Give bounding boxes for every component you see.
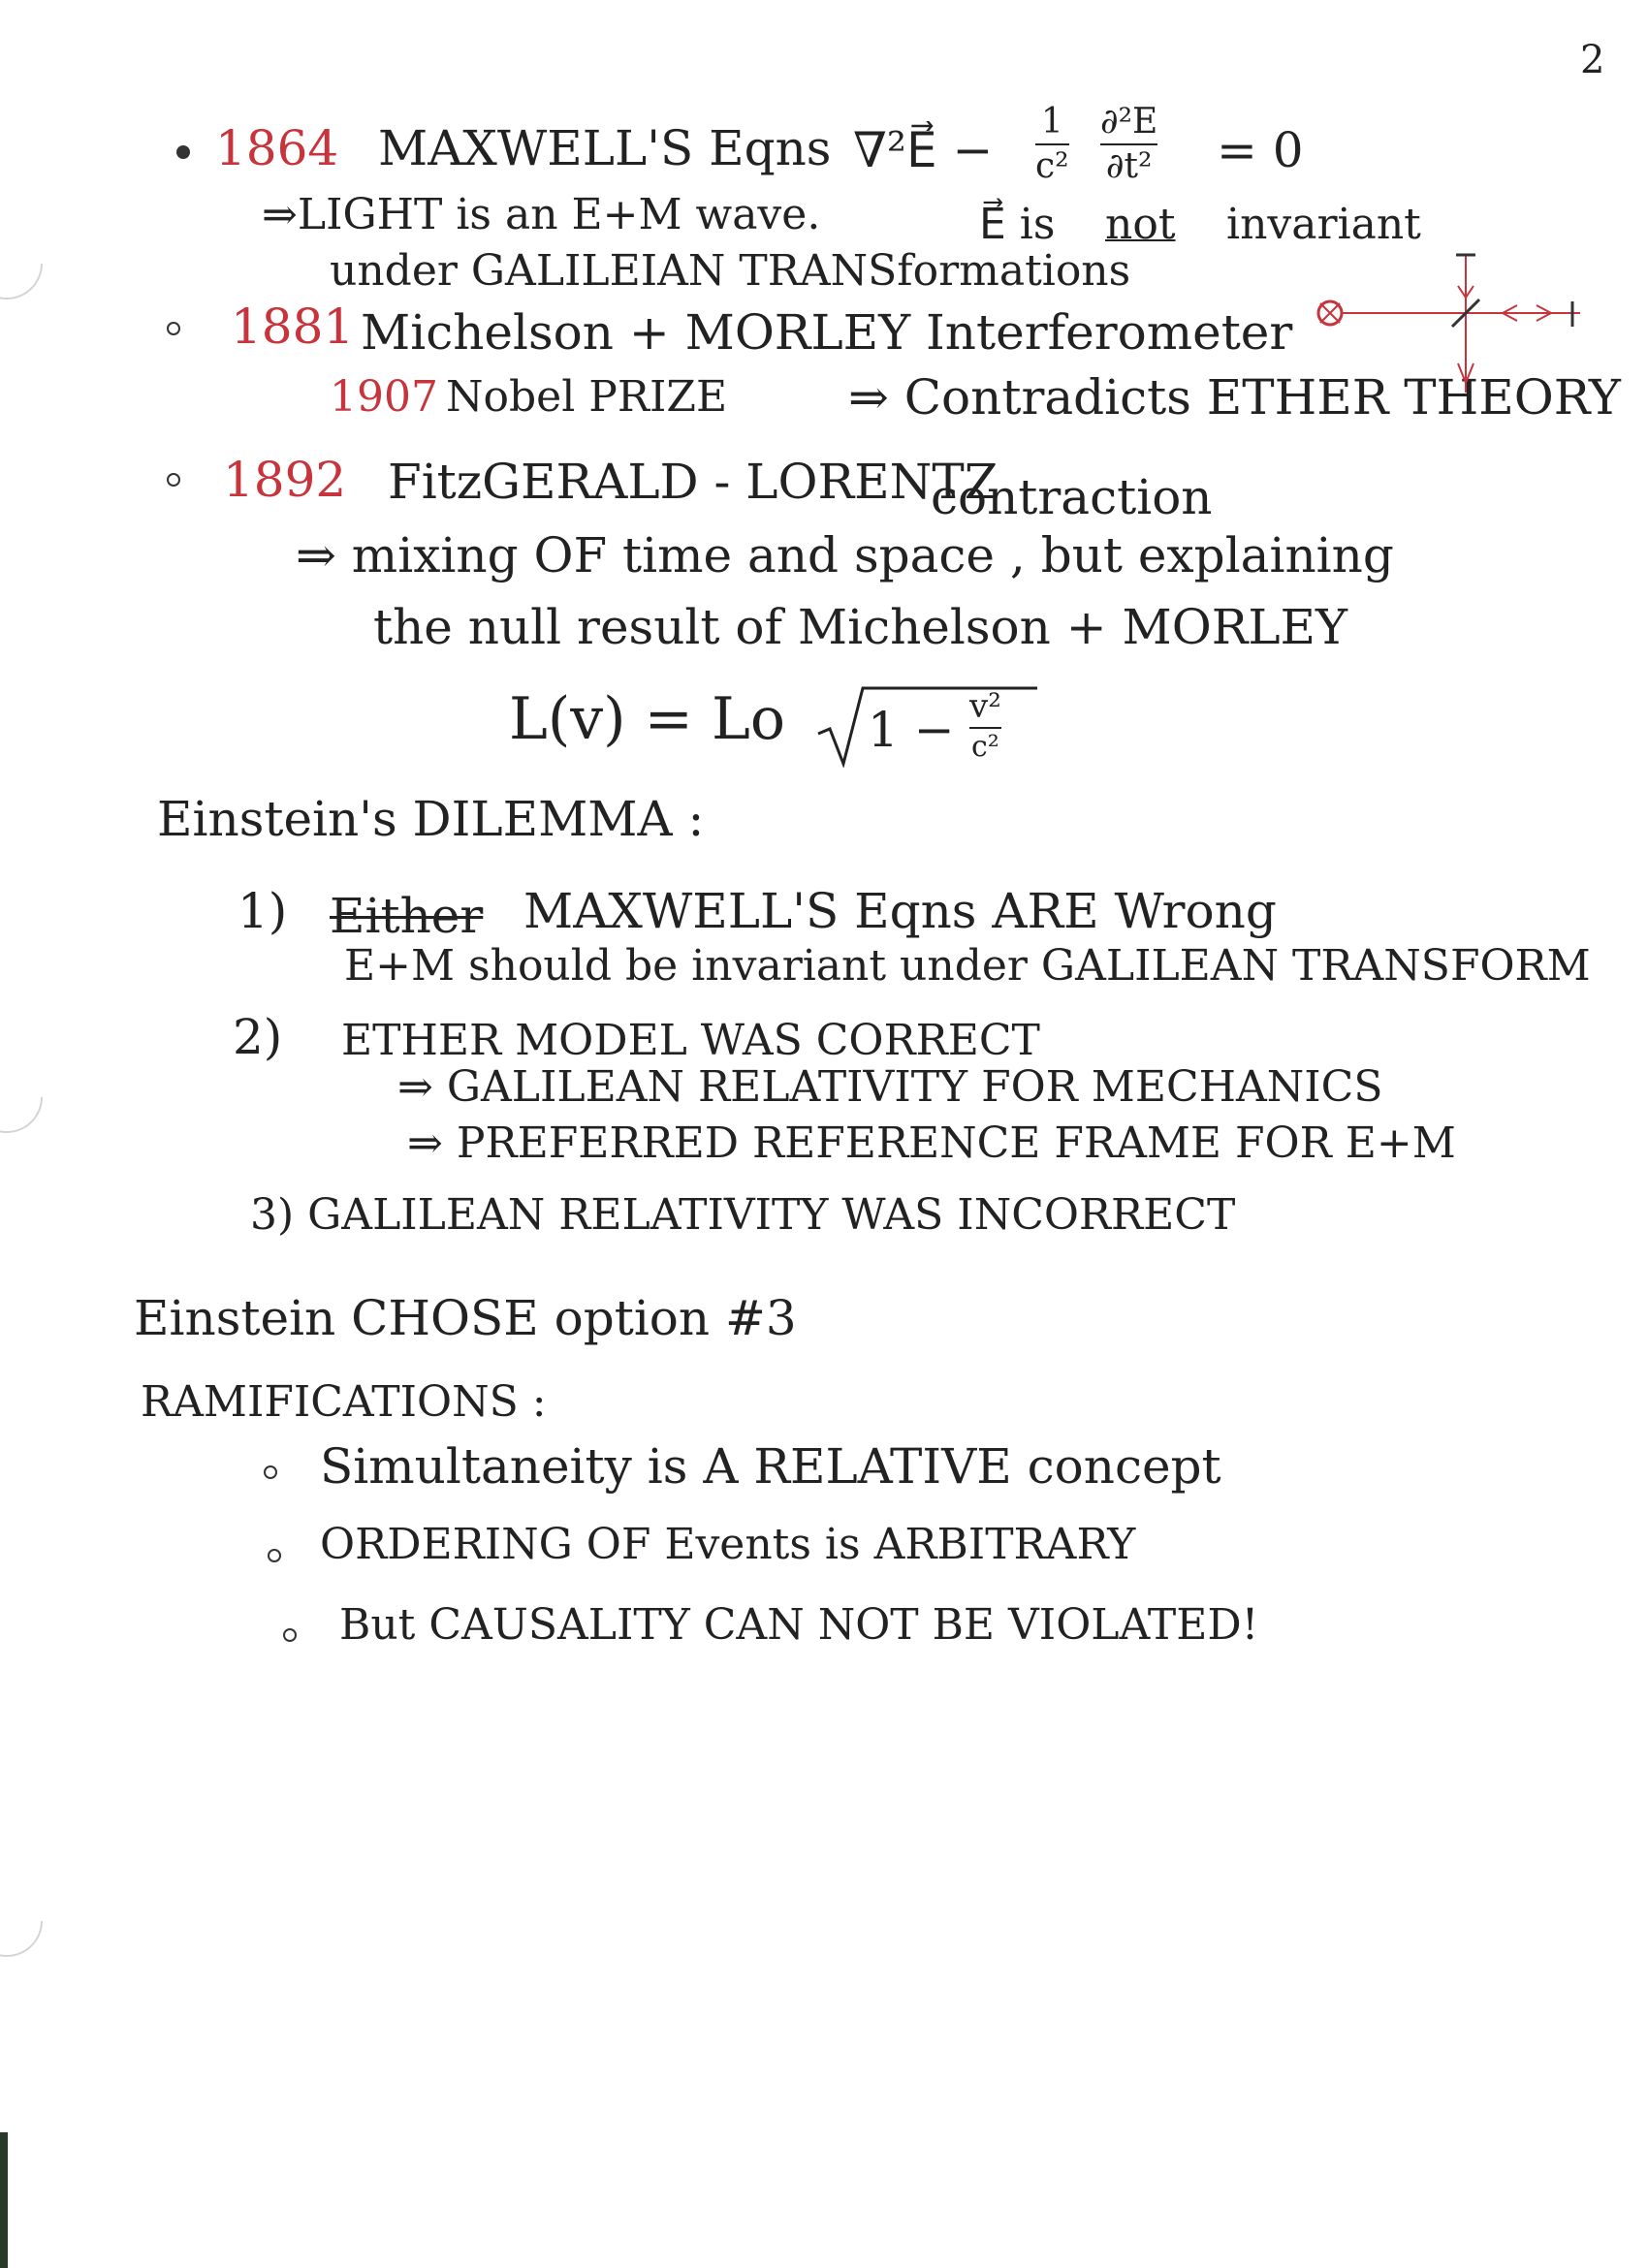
frac1-denominator: c² <box>1035 146 1069 186</box>
option3-text: 3) GALILEAN RELATIVITY WAS INCORRECT <box>250 1190 1236 1240</box>
year-1892: 1892 <box>223 452 347 508</box>
wave-equation-lhs: ∇²E⃗ − <box>853 122 994 178</box>
sqrt-one-minus: 1 − <box>868 702 955 758</box>
bullet <box>167 322 180 335</box>
einstein-choice: Einstein CHOSE option #3 <box>134 1290 797 1346</box>
ramification-1: Simultaneity is A RELATIVE concept <box>320 1438 1221 1495</box>
invariant-word: invariant <box>1226 200 1421 249</box>
frac1-numerator: 1 <box>1040 102 1063 142</box>
year-1864: 1864 <box>215 120 339 176</box>
lorentz-formula-lhs: L(v) = Lo <box>509 685 785 753</box>
option1-number: 1) <box>238 883 288 939</box>
option1-text: MAXWELL'S Eqns ARE Wrong <box>523 883 1277 939</box>
punch-hole-mark <box>0 1047 57 1149</box>
option1-subtext: E+M should be invariant under GALILEAN TRANSFORM <box>344 941 1591 991</box>
fraction-bar <box>969 727 1001 729</box>
wave-equation-rhs: = 0 <box>1217 122 1304 178</box>
interferometer-sketch <box>1299 247 1590 402</box>
light-em-wave: ⇒LIGHT is an E+M wave. <box>262 190 821 239</box>
scan-edge-mark <box>0 2132 8 2268</box>
frac-denominator: c² <box>971 730 999 764</box>
wave-equation-frac1 <box>1035 102 1069 186</box>
option1-struck-word: Either <box>330 888 484 944</box>
michelson-morley-title: Michelson + MORLEY Interferometer <box>361 304 1293 361</box>
fitzgerald-lorentz: FitzGERALD - LORENTZ <box>388 454 998 510</box>
wave-equation-frac2 <box>1100 102 1158 186</box>
contradicts-ether: ⇒ Contradicts ETHER THEORY <box>848 369 1621 425</box>
bullet <box>268 1549 281 1562</box>
bullet <box>264 1465 277 1479</box>
year-1907: 1907 <box>330 372 438 422</box>
option2-sub1: ⇒ GALILEAN RELATIVITY FOR MECHANICS <box>397 1062 1383 1112</box>
not-word: not <box>1105 200 1176 249</box>
fraction-bar <box>1035 143 1069 145</box>
year-1881: 1881 <box>231 299 355 355</box>
option2-number: 2) <box>233 1009 283 1065</box>
punch-hole-mark <box>0 1871 57 1972</box>
bullet <box>167 473 180 487</box>
fraction-bar <box>1100 143 1157 145</box>
dilemma-heading: Einstein's DILEMMA : <box>157 791 705 847</box>
frac2-numerator: ∂²E <box>1100 102 1158 142</box>
bullet <box>283 1628 297 1642</box>
punch-hole-mark <box>0 213 57 315</box>
option2-sub2: ⇒ PREFERRED REFERENCE FRAME FOR E+M <box>407 1118 1456 1168</box>
maxwell-title: MAXWELL'S Eqns <box>378 120 832 176</box>
null-result: the null result of Michelson + MORLEY <box>373 599 1348 655</box>
contraction-word: contraction <box>931 469 1213 525</box>
v-squared-over-c-squared <box>969 687 1001 764</box>
option2-text: ETHER MODEL WAS CORRECT <box>341 1016 1040 1065</box>
bullet <box>176 145 190 159</box>
page-number: 2 <box>1580 38 1605 82</box>
galilean-transformations: under GALILEIAN TRANSformations <box>330 246 1131 296</box>
nobel-prize: Nobel PRIZE <box>446 372 728 422</box>
e-field-is: E⃗ is <box>979 200 1056 249</box>
ramification-2: ORDERING OF Events is ARBITRARY <box>320 1520 1136 1569</box>
ramification-3: But CAUSALITY CAN NOT BE VIOLATED! <box>339 1600 1259 1650</box>
ramifications-heading: RAMIFICATIONS : <box>141 1377 547 1427</box>
frac2-denominator: ∂t² <box>1105 146 1153 186</box>
frac-numerator: v² <box>969 687 1001 726</box>
mixing-time-space: ⇒ mixing OF time and space , but explaining <box>296 527 1394 583</box>
